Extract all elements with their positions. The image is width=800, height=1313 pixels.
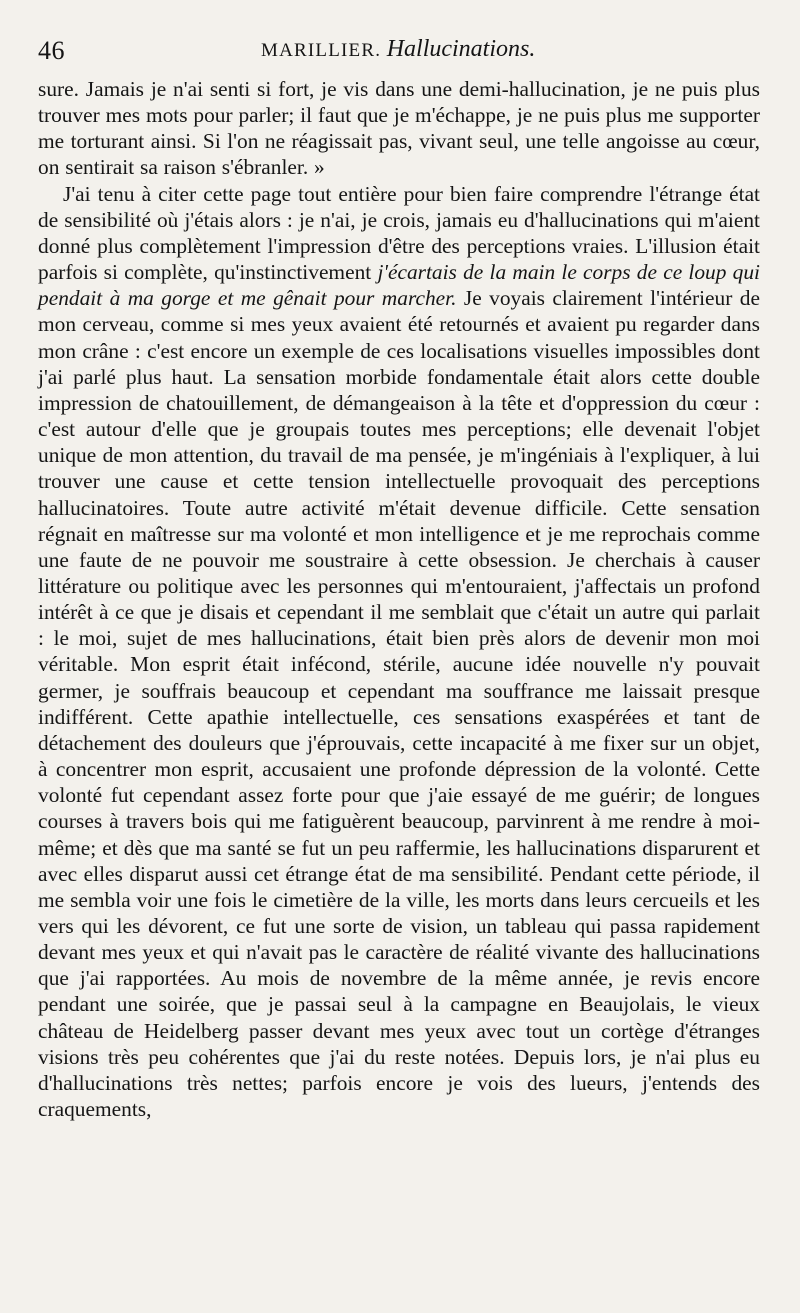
paragraph	[38, 181, 760, 1123]
page-number: 46	[38, 36, 65, 65]
page-header	[38, 30, 760, 76]
paragraph-text-a: J'ai tenu à citer cette page tout entière pour bien faire comprendre l'étrange état de sensibilité où j'étais alors : je n'ai, je crois, jamais eu d'hallucinations qui m'aient donné plus complètement l'impression d'être des perceptions vraies. L'illusion était parfois si complète, qu'instinctivement	[38, 181, 760, 285]
running-head-author: MARILLIER.	[261, 40, 382, 61]
running-head-title: Hallucinations.	[386, 36, 536, 62]
running-head	[261, 36, 535, 63]
italic-passage: j'écartais de la main le corps de ce loup qui pendait à ma gorge et me gênait pour marcher.	[38, 260, 760, 311]
paragraph-text-b: Je voyais clairement l'intérieur de mon cerveau, comme si mes yeux avaient été retournés et avaient pu regarder dans mon crâne : c'est encore un exemple de ces localisations visuelles impossibles dont j'ai parlé plus haut. La sensation morbide fondamentale était alors cette double impression de chatouillement, de démangeaison à la tête et d'oppression du cœur : c'est autour d'elle que je groupais toutes mes perceptions; elle devenait l'objet unique de mon attention, du travail de ma pensée, je m'ingéniais à l'expliquer, à lui trouver une cause et cette tension intellectuelle provoquait des perceptions hallucinatoires. Toute autre activité m'était devenue difficile. Cette sensation régnait en maîtresse sur ma volonté et mon intelligence et je me reprochais comme une faute de ne pouvoir me soustraire à cette obsession. Je cherchais à causer littérature ou politique avec les personnes qui m'entouraient, j'affectais un profond intérêt à ce que je disais et cependant il me semblait que c'était un autre qui parlait : le moi, sujet de mes hallucinations, était bien près alors de devenir mon moi véritable. Mon esprit était infécond, stérile, aucune idée nouvelle n'y pouvait germer, je souffrais beaucoup et cependant ma souffrance me laissait presque indifférent. Cette apathie intellectuelle, ces sensations exaspérées et tant de détachement des douleurs que j'éprouvais, cette incapacité à me fixer sur un objet, à concentrer mon esprit, accusaient une profonde dépression de la volonté. Cette volonté fut cependant assez forte pour que j'aie essayé de me guérir; de longues courses à travers bois qui me fatiguèrent beaucoup, parvinrent à me rendre à moi-même; et dès que ma santé se fut un peu raffermie, les hallucinations disparurent et avec elles disparut aussi cet étrange état de ma sensibilité. Pendant cette période, il me sembla voir une fois le cimetière de la ville, les morts dans leurs cercueils et les vers qui les dévorent, ce fut une sorte de vision, un tableau qui passa rapidement devant mes yeux et qui n'avait pas le caractère de réalité vivante des hallucinations que j'ai rapportées. Au mois de novembre de la même année, je revis encore pendant une soirée, que je passai seul à la campagne en Beaujolais, le vieux château de Heidelberg passer devant mes yeux avec tout un cortège d'étranges visions très peu cohérentes que j'ai du reste notées. Depuis lors, je n'ai plus eu d'hallucinations très nettes; parfois encore je vois des lueurs, j'entends des craquements,	[38, 286, 760, 1122]
paragraph-continued: sure. Jamais je n'ai senti si fort, je vis dans une demi-hallucination, je ne puis plus trouver mes mots pour parler; il faut que je m'échappe, je ne puis plus me supporter me torturant ainsi. Si l'on ne réagissait pas, vivant seul, une telle angoisse au cœur, on sentirait sa raison s'ébranler. »	[38, 77, 760, 180]
body-text	[38, 76, 760, 1122]
